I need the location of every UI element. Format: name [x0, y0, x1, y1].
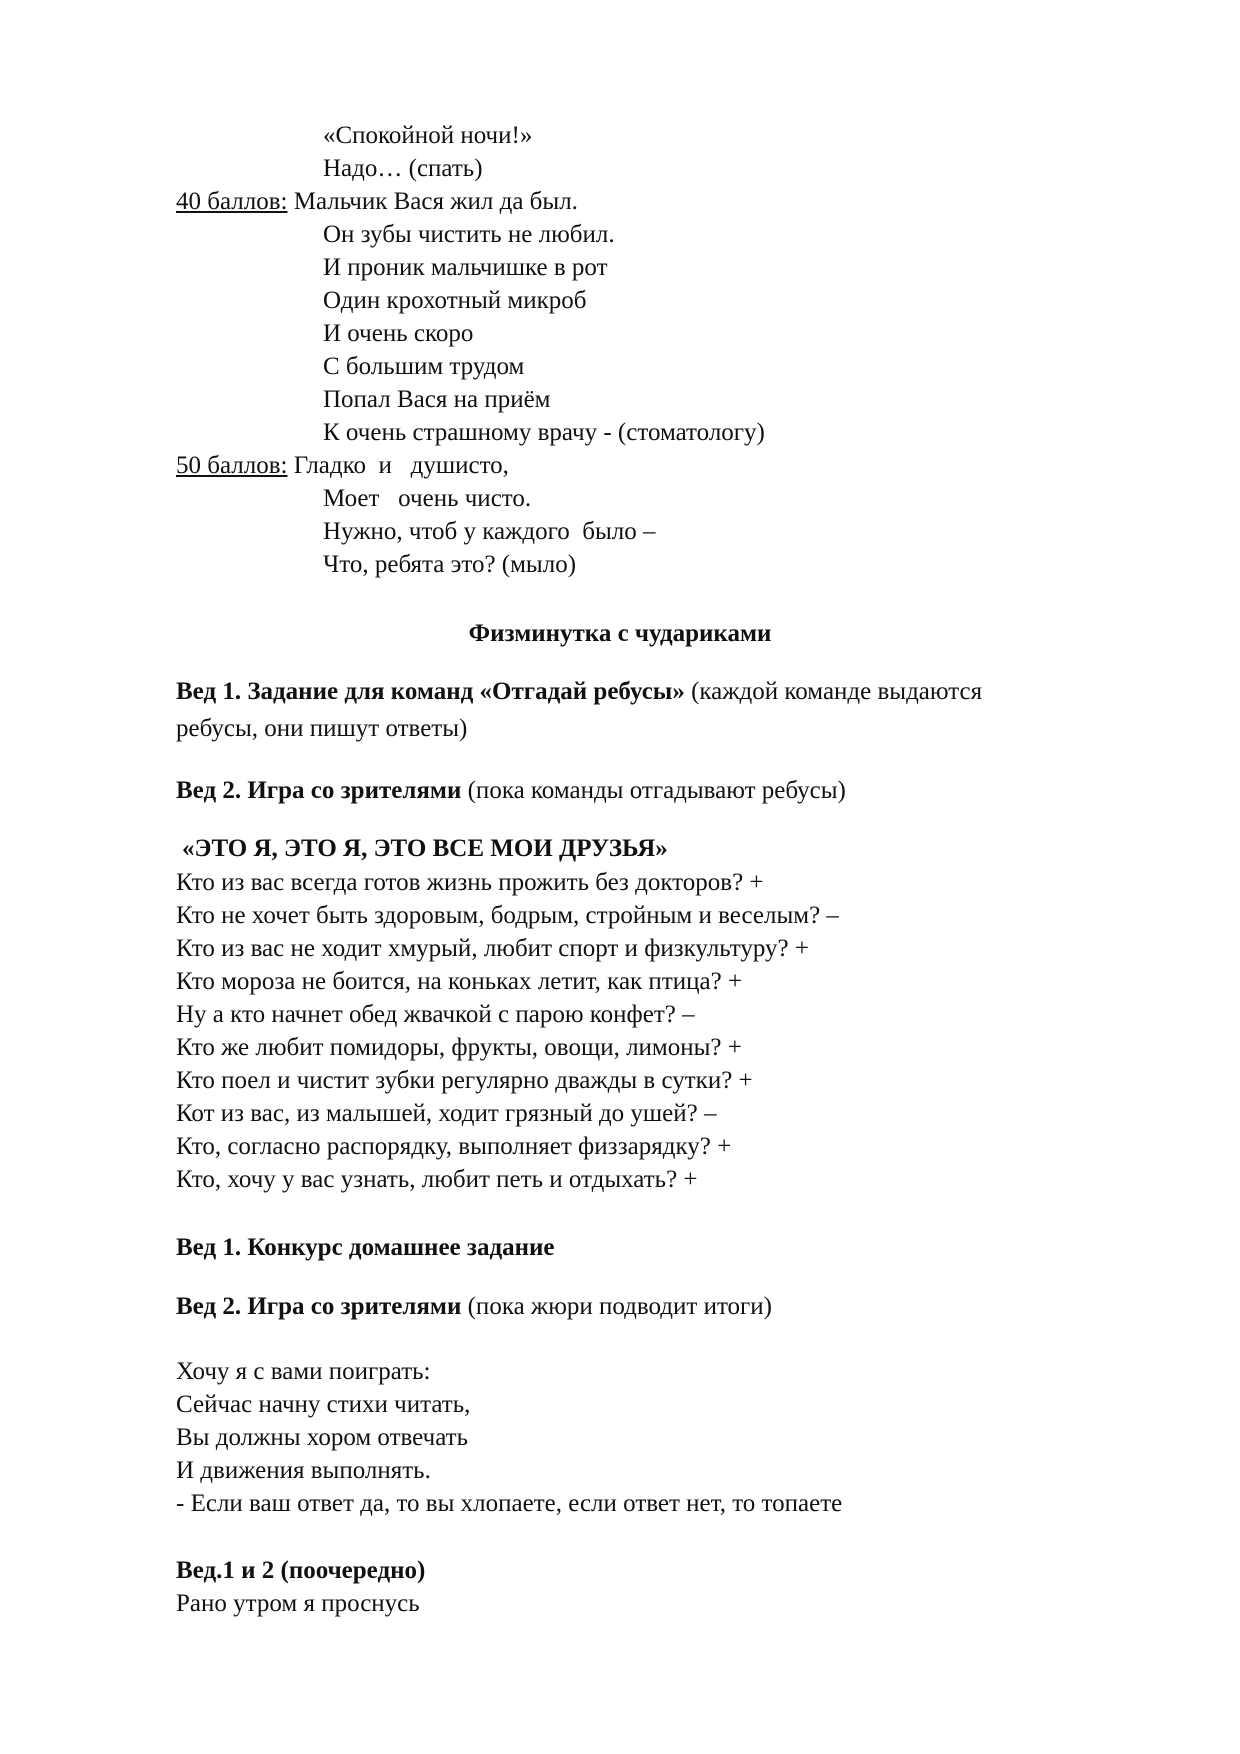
- riddle-line: Моет очень чисто.: [323, 485, 532, 512]
- ved1-rebus-line2: ребусы, они пишут ответы): [176, 715, 468, 742]
- riddle-line: Один крохотный микроб: [323, 287, 587, 314]
- game-line: Кто же любит помидоры, фрукты, овощи, лимоны? +: [176, 1034, 742, 1061]
- ved12-heading: Вед.1 и 2 (поочередно): [176, 1557, 426, 1584]
- riddle-line: Надо… (спать): [323, 155, 483, 182]
- ved2-game-line: Вед 2. Игра со зрителями (пока команды отгадывают ребусы): [176, 777, 846, 804]
- game-line: Кто из вас всегда готов жизнь прожить без докторов? +: [176, 869, 764, 896]
- ved1-homework-line: Вед 1. Конкурс домашнее задание: [176, 1234, 555, 1261]
- ved2-jury-line: Вед 2. Игра со зрителями (пока жюри подводит итоги): [176, 1293, 773, 1320]
- section-heading-fizminutka: Физминутка с чудариками: [468, 620, 772, 647]
- riddle-line: К очень страшному врачу - (стоматологу): [323, 419, 765, 446]
- riddle-line: Попал Вася на приём: [323, 386, 551, 413]
- riddle-line: «Спокойной ночи!»: [323, 122, 533, 149]
- points-label-40: 40 баллов:: [176, 188, 288, 215]
- riddle-line: Что, ребята это? (мыло): [323, 551, 577, 578]
- game-line: Кто не хочет быть здоровым, бодрым, стройным и веселым? –: [176, 902, 839, 929]
- riddle-line: Он зубы чистить не любил.: [323, 221, 615, 248]
- poem-line: Хочу я с вами поиграть:: [176, 1358, 431, 1385]
- last-line: Рано утром я проснусь: [176, 1590, 420, 1617]
- game-line: Ну а кто начнет обед жвачкой с парою конфет? –: [176, 1001, 695, 1028]
- ved1-rebus-line1: Вед 1. Задание для команд «Отгадай ребусы» (каждой команде выдаются: [176, 678, 983, 705]
- riddle-line: С большим трудом: [323, 353, 525, 380]
- game-title: «ЭТО Я, ЭТО Я, ЭТО ВСЕ МОИ ДРУЗЬЯ»: [182, 835, 668, 862]
- riddle-40-first-line: 40 баллов: Мальчик Вася жил да был.: [176, 188, 578, 215]
- riddle-line: Нужно, чтоб у каждого было –: [323, 518, 656, 545]
- poem-line: Сейчас начну стихи читать,: [176, 1391, 471, 1418]
- poem-line: - Если ваш ответ да, то вы хлопаете, если ответ нет, то топаете: [176, 1490, 843, 1517]
- game-line: Кот из вас, из малышей, ходит грязный до ушей? –: [176, 1100, 717, 1127]
- game-line: Кто, хочу у вас узнать, любит петь и отдыхать? +: [176, 1166, 698, 1193]
- poem-line: Вы должны хором отвечать: [176, 1424, 469, 1451]
- riddle-line: И проник мальчишке в рот: [323, 254, 608, 281]
- poem-line: И движения выполнять.: [176, 1457, 431, 1484]
- points-label-50: 50 баллов:: [176, 452, 288, 479]
- game-line: Кто мороза не боится, на коньках летит, как птица? +: [176, 968, 743, 995]
- game-line: Кто, согласно распорядку, выполняет физзарядку? +: [176, 1133, 732, 1160]
- game-line: Кто из вас не ходит хмурый, любит спорт и физкультуру? +: [176, 935, 809, 962]
- riddle-line: И очень скоро: [323, 320, 474, 347]
- riddle-50-first-line: 50 баллов: Гладко и душисто,: [176, 452, 509, 479]
- game-line: Кто поел и чистит зубки регулярно дважды в сутки? +: [176, 1067, 753, 1094]
